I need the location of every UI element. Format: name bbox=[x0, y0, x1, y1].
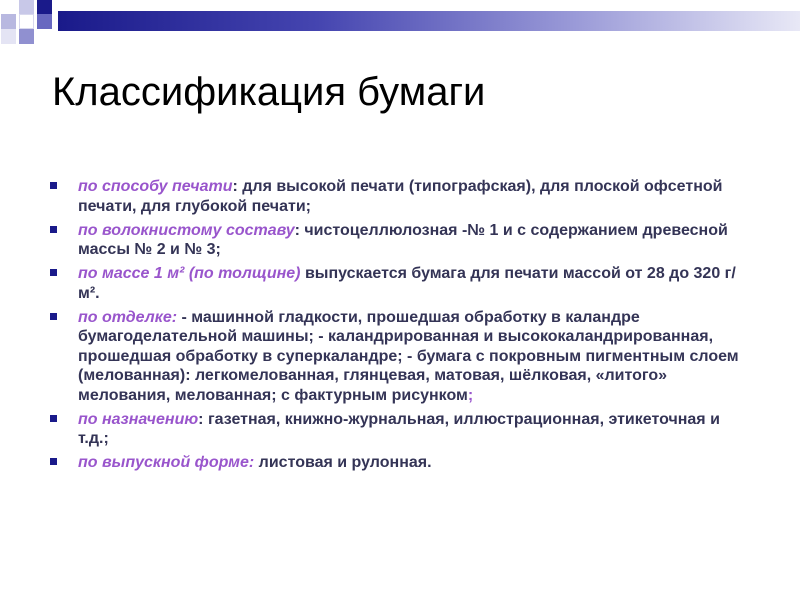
square-bullet-icon bbox=[50, 313, 57, 320]
square-bullet-icon bbox=[50, 226, 57, 233]
item-label: по массе 1 м² (по толщине) bbox=[78, 265, 301, 282]
square-bullet-icon bbox=[50, 415, 57, 422]
item-label: по назначению bbox=[78, 410, 199, 428]
item-suffix: : bbox=[294, 221, 300, 239]
square-bullet-icon bbox=[50, 269, 57, 276]
list-item bbox=[50, 453, 750, 473]
header-gradient-bar bbox=[58, 11, 800, 31]
item-label: по выпускной форме: bbox=[78, 454, 255, 471]
item-text: для высокой печати (типографская), для плоской офсетной печати, для глубокой печати; bbox=[78, 178, 723, 215]
list-item bbox=[50, 410, 750, 449]
item-label: по отделке: bbox=[78, 308, 178, 326]
item-suffix: : bbox=[198, 410, 204, 428]
list-item bbox=[50, 221, 750, 260]
item-text: - машинной гладкости, прошедшая обработку в каландре бумагоделательной машины; - каландрированная и высококаландрированная, прошедшая обработку в суперкаландре; - бумага с покровным пигментным слоем (мелованная): легкомелованная, глянцевая, матовая, шёлковая, «литого» мелования, мелованная; с фактурным рисунком bbox=[78, 308, 739, 404]
item-text: выпускается бумага для печати массой от 28 до 320 г/м². bbox=[78, 265, 736, 302]
item-suffix: : bbox=[232, 178, 238, 195]
item-label: по волокнистому составу bbox=[78, 221, 295, 239]
square-bullet-icon bbox=[50, 458, 57, 465]
item-text: листовая и рулонная. bbox=[254, 454, 432, 471]
square-bullet-icon bbox=[50, 182, 57, 189]
slide-title: Классификация бумаги bbox=[52, 70, 486, 114]
list-item bbox=[50, 264, 750, 303]
item-label: по способу печати bbox=[78, 178, 233, 195]
item-text: газетная, книжно-журнальная, иллюстрационная, этикеточная и т.д.; bbox=[78, 410, 720, 447]
bullet-list bbox=[50, 177, 750, 477]
item-trail: ; bbox=[467, 386, 474, 404]
list-item bbox=[50, 177, 750, 216]
item-text: чистоцеллюлозная -№ 1 и с содержанием древесной массы № 2 и № 3; bbox=[78, 221, 728, 258]
list-item bbox=[50, 308, 750, 406]
